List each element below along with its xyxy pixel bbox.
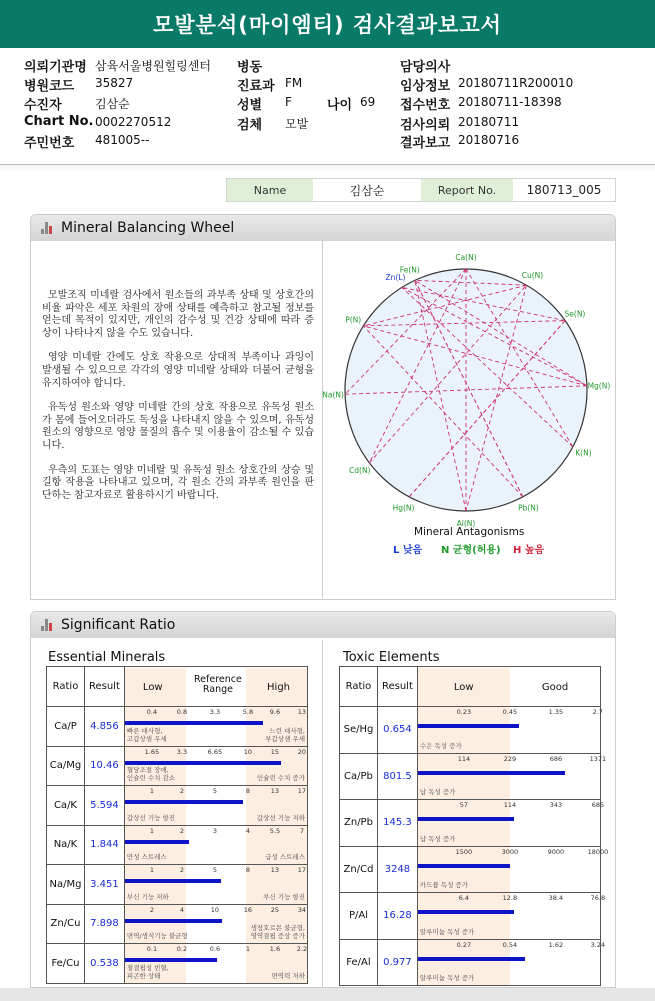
ratio-bar xyxy=(125,879,221,883)
result-header: Result xyxy=(84,667,124,707)
report-date-value: 20180716 xyxy=(458,133,520,147)
specimen-label: 검체 xyxy=(237,118,263,133)
name-label: Name xyxy=(227,179,313,201)
ratio-note-low: 면역/생식기능 불균형 xyxy=(126,932,188,940)
tick-label: 1 xyxy=(149,866,154,874)
ratio-graph xyxy=(124,944,307,984)
tick-label: 1 xyxy=(149,826,154,835)
tick-label: 13 xyxy=(297,708,307,716)
ratio-note-high: 인슐린 수치 증가 xyxy=(256,774,305,782)
report-date-label: 결과보고 xyxy=(400,136,451,151)
wheel-node-label: Pb(N) xyxy=(518,503,539,513)
ratio-graph xyxy=(124,825,307,865)
tick-label: 5.5 xyxy=(269,826,281,835)
ratio-name: Zn/Cd xyxy=(340,846,378,893)
tick-label: 3.24 xyxy=(590,940,606,949)
hospital-code-value: 35827 xyxy=(95,76,134,90)
tick-label: 6.65 xyxy=(207,747,223,756)
tick-label: 114 xyxy=(503,801,517,809)
ratio-name: Na/K xyxy=(47,825,85,865)
good-header: Good xyxy=(541,681,569,693)
examinee-value: 김삼순 xyxy=(95,97,130,111)
ratio-bar xyxy=(418,771,565,775)
ratio-note-low: 갑상선 기능 항진 xyxy=(126,813,176,822)
essential-title: Essential Minerals xyxy=(48,650,166,665)
receipt-no-label: 접수번호 xyxy=(400,98,451,113)
tick-label: 0.45 xyxy=(502,708,518,716)
tick-label: 0.2 xyxy=(176,945,188,953)
tick-label: 16 xyxy=(243,905,253,914)
tick-label: 1.62 xyxy=(548,940,564,949)
ratio-bar xyxy=(418,910,514,914)
wheel-divider xyxy=(322,240,323,598)
tick-label: 76.8 xyxy=(590,894,606,902)
wheel-node-label: K(N) xyxy=(575,448,592,458)
wheel-node-label: Na(N) xyxy=(322,390,344,400)
bar-chart-icon xyxy=(41,222,53,234)
ratio-name: P/Al xyxy=(340,893,378,940)
header-divider xyxy=(0,164,655,172)
ratio-note: 카드뮴 독성 증가 xyxy=(419,881,468,889)
ratio-result: 0.538 xyxy=(84,944,124,984)
ratio-bar xyxy=(418,957,525,961)
ratio-graph xyxy=(124,865,307,905)
tick-label: 1.35 xyxy=(548,708,564,716)
wheel-node-label: Mg(N) xyxy=(587,381,611,391)
tick-label: 2 xyxy=(179,787,184,795)
ratio-graph xyxy=(124,904,307,944)
ratio-bar xyxy=(125,761,281,765)
wheel-node-label: Al(N) xyxy=(456,519,476,528)
ratio-row xyxy=(340,800,601,847)
clinical-info-label: 임상정보 xyxy=(400,79,451,94)
tick-label: 0.23 xyxy=(456,708,472,716)
paragraph: 모발조직 미네랄 검사에서 원소들의 과부족 상태 및 상호간의 비율 파악은 세포 차원의 장애 상태를 예측하고 참고될 정보를 얻는데 목적이 있지만, 개인의 감수성 및 건강 상태에 따라 증상이 나타나지 않을 수도 있습니다. xyxy=(42,290,314,339)
tick-label: 0.6 xyxy=(209,945,221,953)
high-header: High xyxy=(267,681,290,693)
ratio-result: 7.898 xyxy=(84,904,124,944)
essential-table xyxy=(46,666,308,984)
tick-label: 2.7 xyxy=(592,708,604,716)
hospital-code-label: 병원코드 xyxy=(24,79,75,94)
tick-label: 686 xyxy=(549,754,563,763)
chart-no-value: 0002270512 xyxy=(95,115,172,129)
tick-label: 1 xyxy=(245,945,250,953)
tick-label: 1.65 xyxy=(144,747,160,756)
chart-no-label: Chart No. xyxy=(24,114,94,129)
ratio-section-title: Significant Ratio xyxy=(61,617,176,633)
ratio-graph xyxy=(124,707,307,747)
ratio-result: 145.3 xyxy=(377,800,417,847)
ratio-bar xyxy=(418,817,514,821)
ratio-name: Zn/Cu xyxy=(47,904,85,944)
mineral-wheel xyxy=(322,253,614,536)
tick-label: 8 xyxy=(245,866,250,874)
wheel-node-label: P(N) xyxy=(345,315,362,325)
reference-header xyxy=(189,675,247,695)
paragraph: 유독성 원소와 영양 미네랄 간의 상호 작용으로 유독성 원소가 몸에 들어오더라도 독성을 나타내지 않을 수 있으며, 유독성 원소의 영향으로 영양 물질의 흡수 및 이용율이 감소될 수 있습니다. xyxy=(42,402,314,451)
ratio-name: Ca/K xyxy=(47,786,85,826)
tick-label: 0.8 xyxy=(176,708,188,716)
ratio-graph xyxy=(124,746,307,786)
tick-label: 17 xyxy=(297,866,307,874)
wheel-node-label: Se(N) xyxy=(564,309,586,319)
sex-label: 성별 xyxy=(237,98,263,113)
tick-label: 9000 xyxy=(547,847,565,856)
name-value: 김삼순 xyxy=(313,179,421,201)
wheel-section-header xyxy=(31,215,615,241)
tick-label: 4 xyxy=(179,905,184,914)
specimen-value: 모발 xyxy=(285,117,309,131)
ratio-header: Ratio xyxy=(340,667,378,707)
ratio-header: Ratio xyxy=(47,667,85,707)
age-value: 69 xyxy=(360,95,376,109)
legend-high: H 높음 xyxy=(513,545,545,556)
tick-label: 0.1 xyxy=(146,945,158,953)
wheel-caption: Mineral Antagonisms xyxy=(414,526,525,538)
tick-label: 1 xyxy=(149,787,154,795)
ratio-graph xyxy=(417,753,607,800)
ratio-graph xyxy=(417,939,606,986)
institution-value: 삼육서울병원힐링센터 xyxy=(95,59,211,73)
ratio-name: Ca/Pb xyxy=(340,753,378,800)
ratio-bar xyxy=(125,840,189,844)
wheel-description xyxy=(42,290,314,514)
tick-label: 10 xyxy=(243,747,253,756)
ratio-bar xyxy=(125,721,263,725)
ratio-divider xyxy=(322,640,323,988)
tick-label: 18000 xyxy=(587,847,609,856)
ratio-row xyxy=(47,944,308,984)
wheel-node-label: Cd(N) xyxy=(349,466,371,476)
ratio-result: 801.5 xyxy=(377,753,417,800)
ward-label: 병동 xyxy=(237,60,263,75)
ratio-note-high: 부신 기능 항진 xyxy=(263,892,305,901)
wheel-node-label: Fe(N) xyxy=(399,265,420,275)
report-title: 모발분석(마이엠티) 검사결과보고서 xyxy=(0,0,655,48)
examinee-label: 수진자 xyxy=(24,98,62,113)
doctor-label: 담당의사 xyxy=(400,60,451,75)
receipt-no-value: 20180711-18398 xyxy=(458,95,562,109)
ratio-row xyxy=(340,846,601,893)
result-header: Result xyxy=(377,667,417,707)
ratio-graph xyxy=(124,786,307,826)
tick-label: 1371 xyxy=(589,754,607,763)
ratio-row xyxy=(47,825,308,865)
ratio-result: 0.977 xyxy=(377,939,417,986)
ratio-graph xyxy=(417,800,605,847)
tick-label: 9.6 xyxy=(269,708,281,716)
ratio-note-high: 갑상선 기능 저하 xyxy=(256,813,305,822)
footer-bar xyxy=(0,988,655,1001)
tick-label: 2 xyxy=(179,866,184,874)
ratio-note-low: 부신 기능 저하 xyxy=(126,892,169,901)
sex-value: F xyxy=(285,95,292,109)
tick-label: 38.4 xyxy=(548,894,564,902)
ratio-note: 알루미늄 독성 증가 xyxy=(419,974,475,982)
ratio-bar xyxy=(418,864,510,868)
name-bar xyxy=(226,178,616,202)
bar-chart-icon xyxy=(41,619,53,631)
department-value: FM xyxy=(285,76,303,90)
ratio-note-high: 면역력 저하 xyxy=(271,971,305,980)
ratio-note: 알루미늄 독성 증가 xyxy=(419,927,475,936)
request-date-value: 20180711 xyxy=(458,115,520,129)
tick-label: 57 xyxy=(459,801,469,809)
ratio-row xyxy=(47,904,308,944)
reference-header-line1: Reference xyxy=(194,673,242,685)
institution-label: 의뢰기관명 xyxy=(24,60,87,75)
ratio-note: 납 독성 증가 xyxy=(419,834,456,843)
ratio-graph xyxy=(417,846,609,893)
tick-label: 3 xyxy=(212,826,217,835)
tick-label: 17 xyxy=(297,787,307,795)
ratio-row xyxy=(340,939,601,986)
ratio-result: 16.28 xyxy=(377,893,417,940)
ratio-name: Na/Mg xyxy=(47,865,85,905)
ratio-result: 10.46 xyxy=(84,746,124,786)
range-header xyxy=(417,667,600,707)
legend-normal: N 균형(허용) xyxy=(441,545,501,556)
toxic-table xyxy=(339,666,609,986)
toxic-title: Toxic Elements xyxy=(343,650,440,665)
tick-label: 5.8 xyxy=(242,708,254,716)
wheel-node-label: Zn(L) xyxy=(385,273,406,283)
tick-label: 2 xyxy=(149,905,154,914)
ratio-result: 3.451 xyxy=(84,865,124,905)
tick-label: 1500 xyxy=(455,847,473,856)
tick-label: 2.2 xyxy=(296,945,308,953)
ratio-note-low: 만성 스트레스 xyxy=(126,853,167,861)
tick-label: 0.4 xyxy=(146,708,158,716)
ratio-note-low: 혈당조절 장애, 인슐린 수치 감소 xyxy=(126,766,176,782)
ratio-note-high: 느린 대사형, 부갑상샘 우세 xyxy=(265,726,305,743)
low-header: Low xyxy=(453,681,474,693)
ratio-name: Ca/Mg xyxy=(47,746,85,786)
tick-label: 25 xyxy=(270,905,280,914)
ratio-note: 납 독성 증가 xyxy=(419,788,456,796)
ratio-name: Ca/P xyxy=(47,707,85,747)
tick-label: 3.3 xyxy=(176,747,188,756)
ratio-note: 수은 독성 증가 xyxy=(419,741,462,750)
request-date-label: 검사의뢰 xyxy=(400,118,451,133)
report-no-value: 180713_005 xyxy=(513,179,615,201)
tick-label: 5 xyxy=(212,866,217,874)
tick-label: 10 xyxy=(210,905,220,914)
low-header: Low xyxy=(142,681,163,693)
wheel-section-title: Mineral Balancing Wheel xyxy=(61,220,235,236)
ratio-name: Fe/Cu xyxy=(47,944,85,984)
ratio-row xyxy=(47,865,308,905)
ratio-bar xyxy=(125,958,217,962)
ratio-bar xyxy=(125,919,223,923)
ratio-section-header xyxy=(31,612,615,638)
tick-label: 15 xyxy=(270,747,280,756)
report-no-label: Report No. xyxy=(421,179,513,201)
tick-label: 13 xyxy=(270,866,280,874)
wheel-node-label: Ca(N) xyxy=(455,253,477,262)
tick-label: 343 xyxy=(549,801,563,809)
tick-label: 685 xyxy=(591,801,605,809)
tick-label: 114 xyxy=(457,754,471,763)
tick-label: 34 xyxy=(297,905,307,914)
tick-label: 2 xyxy=(179,826,184,835)
ratio-name: Fe/Al xyxy=(340,939,378,986)
reference-header-line2: Range xyxy=(202,683,233,695)
tick-label: 6.4 xyxy=(458,894,470,902)
ratio-result: 4.856 xyxy=(84,707,124,747)
ratio-graph xyxy=(417,893,606,940)
ratio-bar xyxy=(418,724,519,728)
ratio-row xyxy=(340,753,601,800)
tick-label: 5 xyxy=(212,787,217,795)
wheel-node-label: Hg(N) xyxy=(392,503,415,513)
ratio-note-high: 급성 스트레스 xyxy=(265,853,305,861)
range-header xyxy=(124,667,307,707)
tick-label: 0.27 xyxy=(456,940,472,949)
age-label: 나이 xyxy=(327,98,353,113)
tick-label: 8 xyxy=(245,787,250,795)
legend-low: L 낮음 xyxy=(393,545,423,556)
ratio-graph xyxy=(417,707,604,754)
paragraph: 영양 미네랄 간에도 상호 작용으로 상대적 부족이나 과잉이 발생될 수 있으므로 각각의 영양 미네랄 상태와 더불어 균형을 유지하여야 합니다. xyxy=(42,352,314,389)
ratio-name: Se/Hg xyxy=(340,707,378,754)
ratio-row xyxy=(47,746,308,786)
tick-label: 12.8 xyxy=(502,894,518,902)
paragraph: 우측의 도표는 영양 미네랄 및 유독성 원소 상호간의 상승 및 길항 작용을 나타내고 있으며, 각 원소 간의 과부족 원인을 판단하는 참고자료로 활용하시기 바랍니다. xyxy=(42,464,314,501)
department-label: 진료과 xyxy=(237,79,275,94)
resident-no-value: 481005-- xyxy=(95,133,150,147)
ratio-result: 1.844 xyxy=(84,825,124,865)
tick-label: 20 xyxy=(297,747,307,756)
tick-label: 4 xyxy=(245,826,250,835)
ratio-row xyxy=(47,786,308,826)
resident-no-label: 주민번호 xyxy=(24,136,75,151)
ratio-bar xyxy=(125,800,243,804)
tick-label: 1.6 xyxy=(269,945,281,953)
tick-label: 13 xyxy=(270,787,280,795)
ratio-name: Zn/Pb xyxy=(340,800,378,847)
ratio-result: 3248 xyxy=(377,846,417,893)
ratio-result: 0.654 xyxy=(377,707,417,754)
ratio-result: 5.594 xyxy=(84,786,124,826)
clinical-info-value: 20180711R200010 xyxy=(458,76,574,90)
tick-label: 3.3 xyxy=(209,708,221,716)
ratio-note-high: 생장호르몬 불균형, 영역결핍 증상 증가 xyxy=(250,924,305,940)
tick-label: 7 xyxy=(299,826,304,835)
wheel-node-label: Cu(N) xyxy=(521,270,544,280)
ratio-row xyxy=(340,707,601,754)
tick-label: 229 xyxy=(503,754,517,763)
ratio-row xyxy=(47,707,308,747)
tick-label: 3000 xyxy=(501,847,519,856)
patient-info xyxy=(0,52,655,164)
tick-label: 0.54 xyxy=(502,940,518,949)
ratio-note-low: 철결핍성 빈혈, 피곤한 상태 xyxy=(126,963,169,980)
ratio-note-low: 빠른 대사형, 고갑상샘 우세 xyxy=(126,726,167,743)
ratio-row xyxy=(340,893,601,940)
